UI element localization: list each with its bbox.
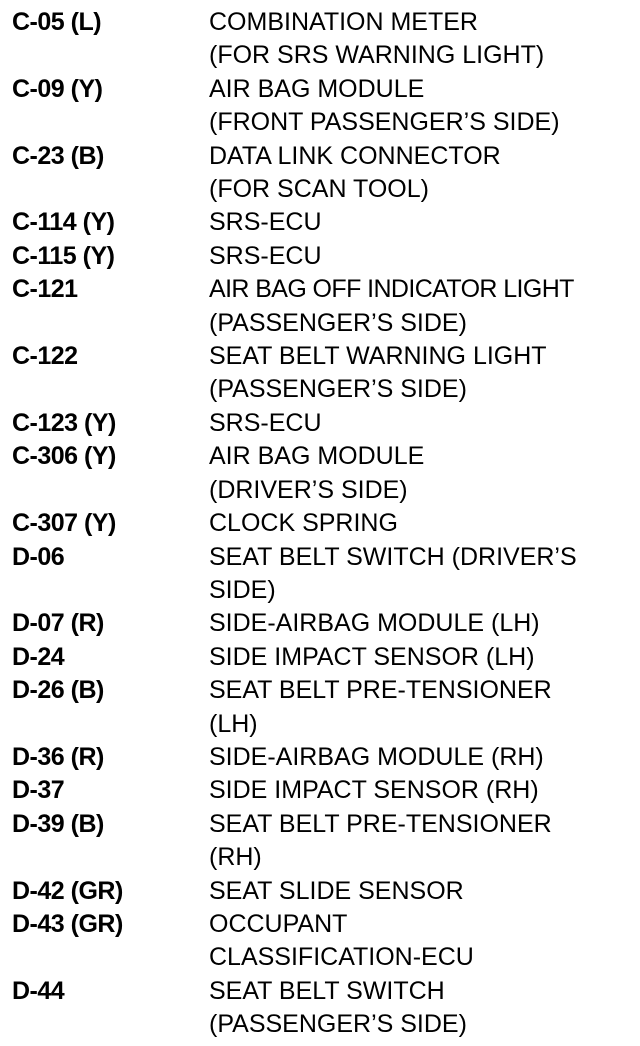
description-line: (PASSENGER’S SIDE) bbox=[209, 375, 467, 404]
connector-row-d-44 bbox=[12, 975, 638, 1042]
connector-code: C-09 (Y) bbox=[12, 74, 103, 103]
connector-description bbox=[209, 875, 638, 908]
connector-description bbox=[209, 541, 638, 608]
connector-code: D-42 (GR) bbox=[12, 876, 123, 905]
connector-row-c-23 bbox=[12, 140, 638, 207]
description-line: SEAT BELT SWITCH (DRIVER’S bbox=[209, 542, 577, 571]
connector-row-c-121 bbox=[12, 273, 638, 340]
connector-code: C-23 (B) bbox=[12, 141, 104, 170]
connector-row-c-307 bbox=[12, 507, 638, 540]
description-line: CLOCK SPRING bbox=[209, 509, 398, 538]
connector-description bbox=[209, 607, 638, 640]
connector-code: D-24 bbox=[12, 642, 65, 671]
description-line: SRS-ECU bbox=[209, 408, 322, 437]
description-line: (RH) bbox=[209, 843, 262, 872]
description-line: AIR BAG OFF INDICATOR LIGHT bbox=[209, 275, 574, 304]
connector-description bbox=[209, 507, 638, 540]
connector-row-d-42 bbox=[12, 875, 638, 908]
description-line: SEAT BELT PRE-TENSIONER bbox=[209, 809, 552, 838]
connector-list bbox=[12, 6, 638, 1042]
description-line: OCCUPANT bbox=[209, 909, 348, 938]
connector-row-d-37 bbox=[12, 774, 638, 807]
description-line: SIDE IMPACT SENSOR (RH) bbox=[209, 776, 539, 805]
description-line: SIDE IMPACT SENSOR (LH) bbox=[209, 642, 535, 671]
connector-description bbox=[209, 206, 638, 239]
connector-row-d-26 bbox=[12, 674, 638, 741]
connector-row-c-122 bbox=[12, 340, 638, 407]
description-line: (FRONT PASSENGER’S SIDE) bbox=[209, 108, 560, 137]
connector-row-d-43 bbox=[12, 908, 638, 975]
connector-row-d-06 bbox=[12, 541, 638, 608]
connector-row-c-114 bbox=[12, 206, 638, 239]
description-line: AIR BAG MODULE bbox=[209, 74, 425, 103]
connector-code: C-307 (Y) bbox=[12, 509, 116, 538]
connector-code: D-07 (R) bbox=[12, 609, 104, 638]
connector-code: D-37 bbox=[12, 776, 65, 805]
description-line: SEAT BELT PRE-TENSIONER bbox=[209, 676, 552, 705]
description-line: (FOR SRS WARNING LIGHT) bbox=[209, 41, 545, 70]
description-line: SEAT SLIDE SENSOR bbox=[209, 876, 464, 905]
connector-description bbox=[209, 73, 638, 140]
description-line: COMBINATION METER bbox=[209, 8, 478, 36]
connector-row-d-39 bbox=[12, 808, 638, 875]
description-line: SEAT BELT WARNING LIGHT bbox=[209, 342, 547, 371]
description-line: SIDE-AIRBAG MODULE (RH) bbox=[209, 742, 544, 771]
connector-row-d-36 bbox=[12, 741, 638, 774]
connector-row-c-05 bbox=[12, 6, 638, 73]
connector-row-c-09 bbox=[12, 73, 638, 140]
connector-code: C-122 bbox=[12, 342, 78, 371]
description-line: SIDE-AIRBAG MODULE (LH) bbox=[209, 609, 540, 638]
connector-description bbox=[209, 674, 638, 741]
connector-code: C-114 (Y) bbox=[12, 208, 115, 237]
connector-description bbox=[209, 240, 638, 273]
connector-description bbox=[209, 140, 638, 207]
connector-code: C-123 (Y) bbox=[12, 408, 116, 437]
description-line: (FOR SCAN TOOL) bbox=[209, 175, 429, 204]
description-line: (PASSENGER’S SIDE) bbox=[209, 1010, 467, 1039]
connector-code: D-43 (GR) bbox=[12, 909, 123, 938]
connector-code: D-36 (R) bbox=[12, 742, 104, 771]
description-line: SEAT BELT SWITCH bbox=[209, 976, 445, 1005]
description-line: (LH) bbox=[209, 709, 258, 738]
connector-code: C-05 (L) bbox=[12, 8, 102, 36]
connector-code: C-121 bbox=[12, 275, 78, 304]
description-line: CLASSIFICATION-ECU bbox=[209, 943, 474, 972]
connector-description bbox=[209, 975, 638, 1042]
connector-description bbox=[209, 6, 638, 73]
connector-code: D-44 bbox=[12, 976, 65, 1005]
connector-description bbox=[209, 340, 638, 407]
connector-code: D-06 bbox=[12, 542, 65, 571]
connector-description bbox=[209, 407, 638, 440]
connector-row-d-07 bbox=[12, 607, 638, 640]
connector-code: C-115 (Y) bbox=[12, 241, 115, 270]
connector-description bbox=[209, 808, 638, 875]
connector-description bbox=[209, 741, 638, 774]
description-line: SRS-ECU bbox=[209, 208, 322, 237]
connector-row-c-123 bbox=[12, 407, 638, 440]
description-line: DATA LINK CONNECTOR bbox=[209, 141, 501, 170]
connector-description bbox=[209, 641, 638, 674]
connector-description bbox=[209, 908, 638, 975]
connector-description bbox=[209, 774, 638, 807]
description-line: SIDE) bbox=[209, 575, 276, 604]
description-line: SRS-ECU bbox=[209, 241, 322, 270]
connector-row-d-24 bbox=[12, 641, 638, 674]
connector-description bbox=[209, 440, 638, 507]
connector-description bbox=[209, 273, 638, 340]
connector-code: D-26 (B) bbox=[12, 676, 104, 705]
connector-row-c-306 bbox=[12, 440, 638, 507]
connector-row-c-115 bbox=[12, 240, 638, 273]
description-line: AIR BAG MODULE bbox=[209, 442, 425, 471]
description-line: (PASSENGER’S SIDE) bbox=[209, 308, 467, 337]
description-line: (DRIVER’S SIDE) bbox=[209, 475, 408, 504]
connector-code: C-306 (Y) bbox=[12, 442, 116, 471]
connector-code: D-39 (B) bbox=[12, 809, 104, 838]
